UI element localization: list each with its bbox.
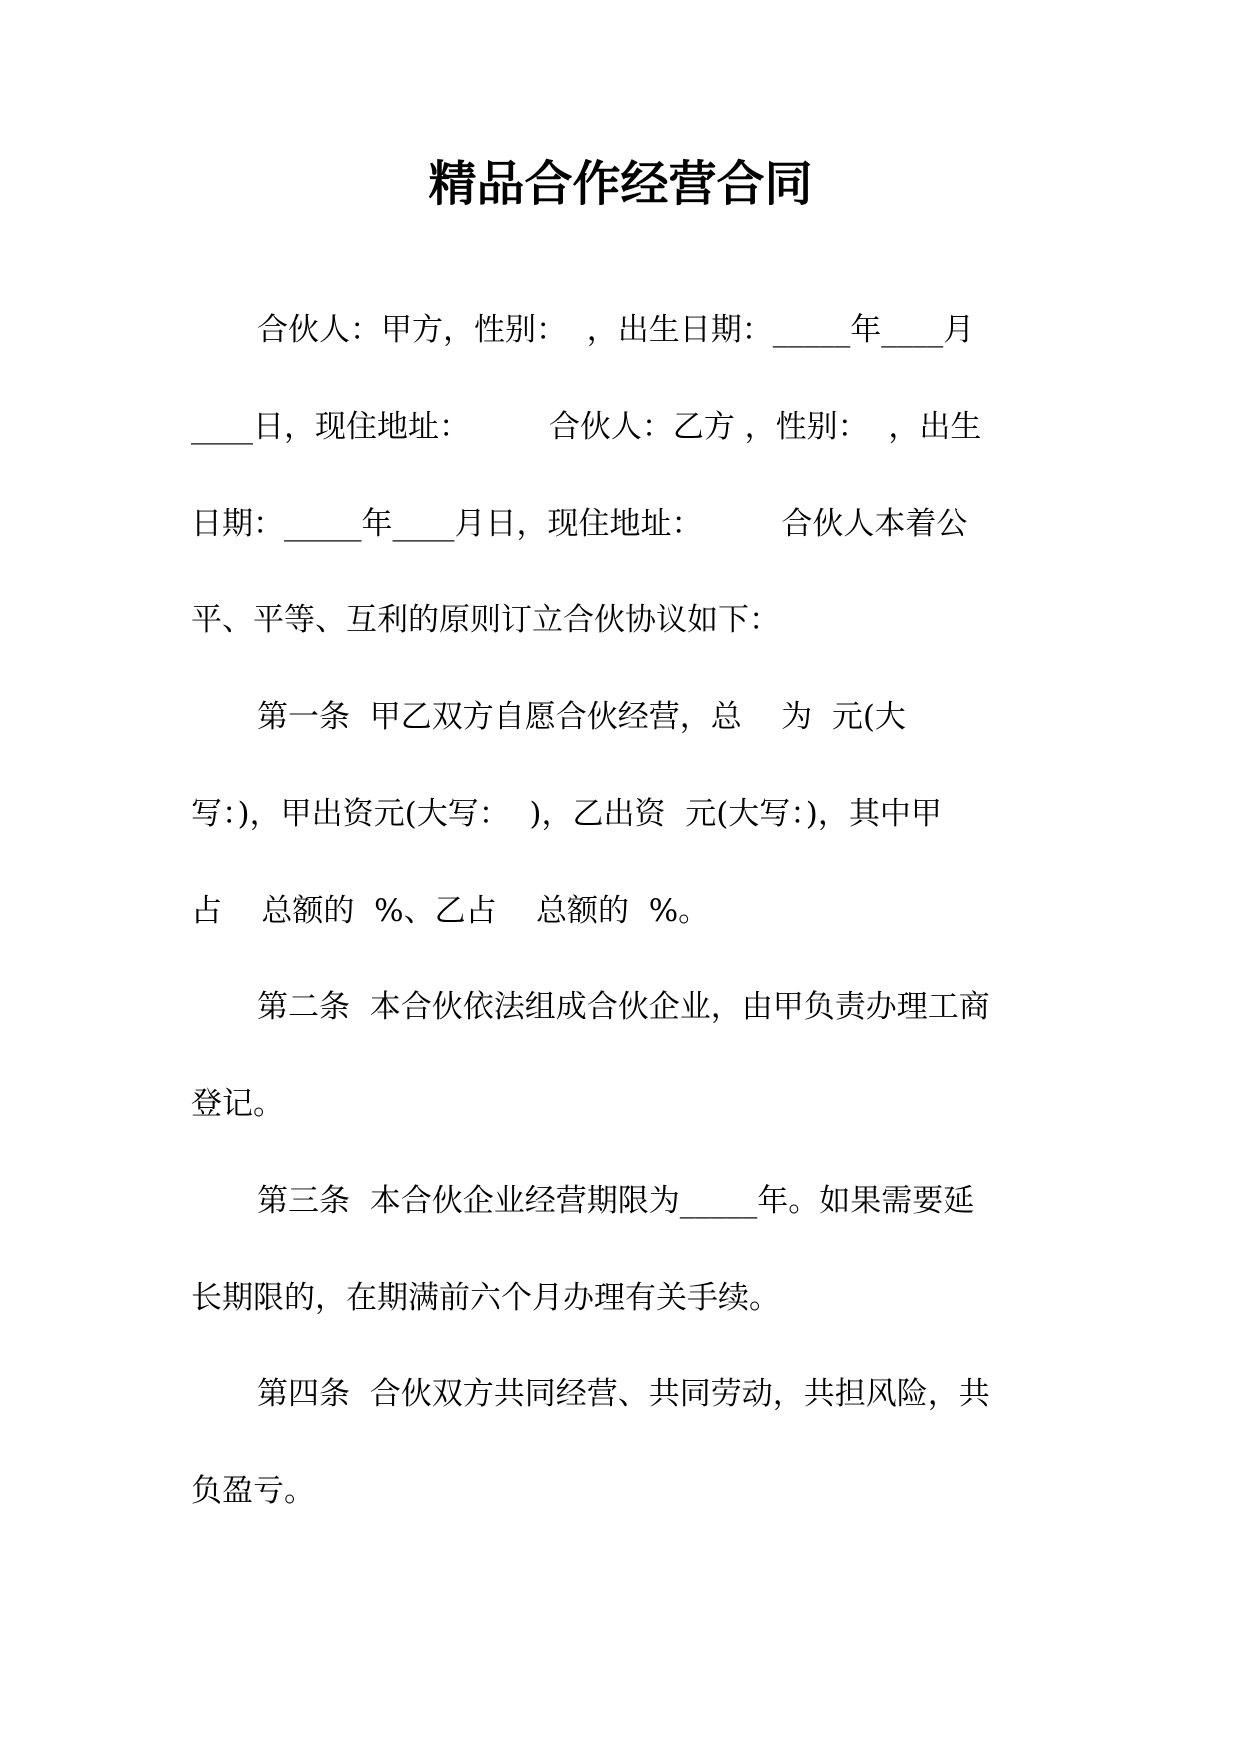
paragraph-line-partners-2: ____日，现住地址： 合伙人：乙方 ，性别： ，出生	[191, 409, 982, 445]
document-title: 精品合作经营合同	[428, 156, 813, 212]
article-4-line-2: 负盈亏。	[191, 1473, 315, 1509]
article-2-line-1: 第二条 本合伙依法组成合伙企业，由甲负责办理工商	[257, 989, 990, 1025]
article-1-line-1: 第一条 甲乙双方自愿合伙经营，总 为 元(大	[257, 699, 906, 735]
article-3-line-1: 第三条 本合伙企业经营期限为_____年。如果需要延	[257, 1183, 975, 1219]
article-4-line-1: 第四条 合伙双方共同经营、共同劳动，共担风险，共	[257, 1376, 990, 1412]
article-3-line-2: 长期限的，在期满前六个月办理有关手续。	[191, 1280, 780, 1316]
paragraph-line-partners-1: 合伙人：甲方，性别： ，出生日期：_____年____月	[257, 312, 975, 348]
article-1-line-2: 写：)，甲出资元(大写： )，乙出资 元(大写：)，其中甲	[191, 796, 942, 832]
paragraph-line-partners-4: 平、平等、互利的原则订立合伙协议如下：	[191, 602, 780, 638]
article-1-line-3: 占 总额的 %、乙占 总额的 %。	[191, 893, 710, 929]
paragraph-line-partners-3: 日期：_____年____月日，现住地址： 合伙人本着公	[191, 506, 968, 542]
article-2-line-2: 登记。	[191, 1086, 284, 1122]
